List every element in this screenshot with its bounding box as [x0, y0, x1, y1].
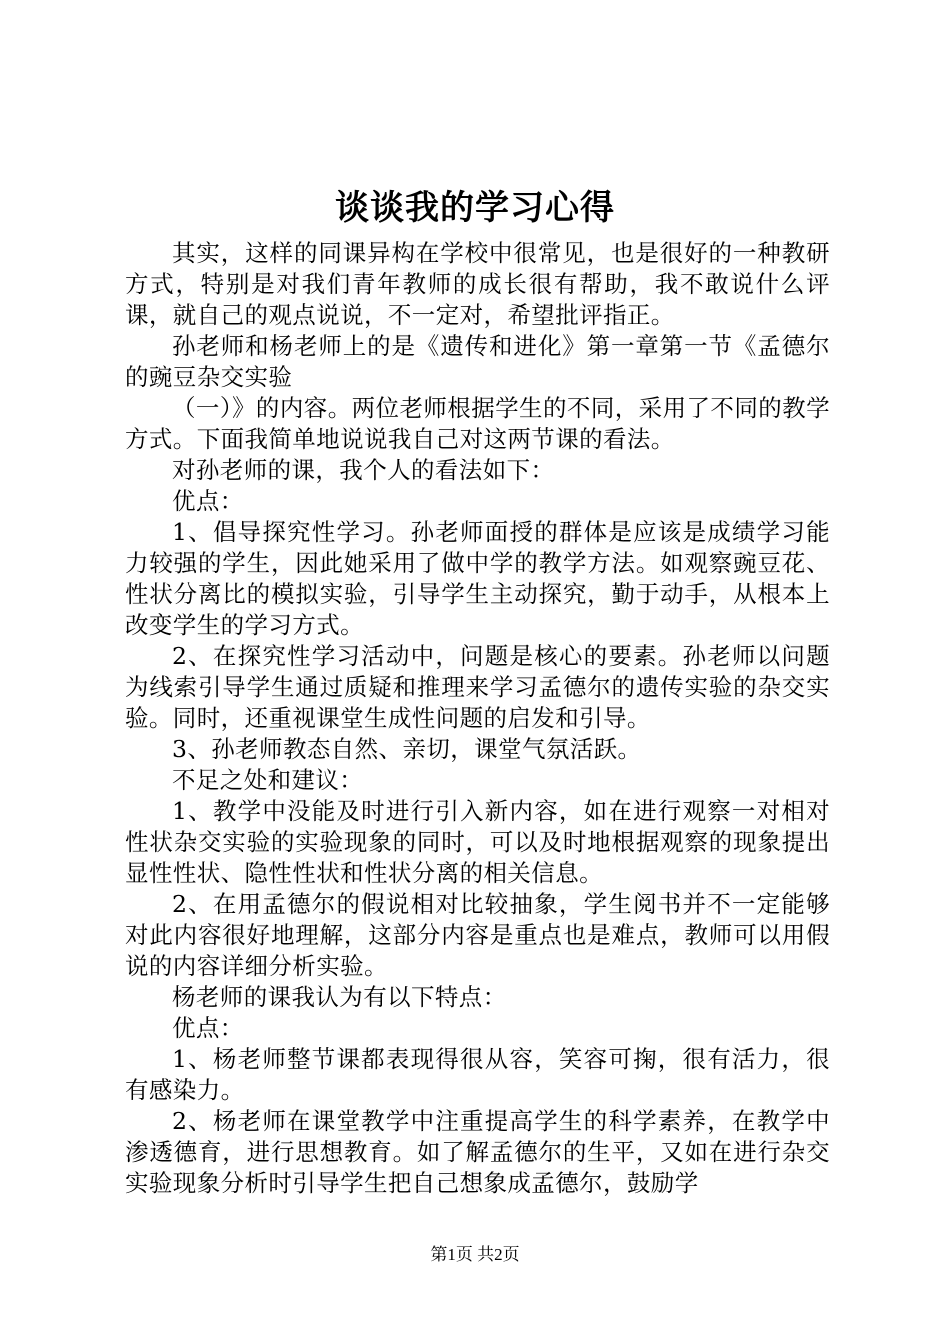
- page-number-footer: 第1页 共2页: [430, 1245, 520, 1264]
- paragraph: 其实，这样的同课异构在学校中很常见，也是很好的一种教研方式，特别是对我们青年教师的成长很有帮助，我不敢说什么评课，就自己的观点说说，不一定对，希望批评指正。: [125, 239, 830, 329]
- paragraph: 1、倡导探究性学习。孙老师面授的群体是应该是成绩学习能力较强的学生，因此她采用了做中学的教学方法。如观察豌豆花、性状分离比的模拟实验，引导学生主动探究，勤于动手，从根本上改变学生的学习方式。: [125, 518, 830, 639]
- paragraph: 1、杨老师整节课都表现得很从容，笑容可掬，很有活力，很有感染力。: [125, 1045, 830, 1104]
- paragraph: 优点：: [172, 1014, 244, 1042]
- paragraph: 对孙老师的课，我个人的看法如下：: [172, 456, 555, 484]
- paragraph: 孙老师和杨老师上的是《遗传和进化》第一章第一节《孟德尔的豌豆杂交实验: [125, 332, 830, 391]
- paragraph: 3、孙老师教态自然、亲切，课堂气氛活跃。: [172, 735, 642, 763]
- paragraph: 杨老师的课我认为有以下特点：: [172, 983, 507, 1011]
- paragraph: （一）》的内容。两位老师根据学生的不同，采用了不同的教学方式。下面我简单地说说我自己对这两节课的看法。: [125, 394, 830, 453]
- paragraph: 优点：: [172, 487, 244, 515]
- paragraph: 2、在探究性学习活动中，问题是核心的要素。孙老师以问题为线索引导学生通过质疑和推理来学习孟德尔的遗传实验的杂交实验。同时，还重视课堂生成性问题的启发和引导。: [125, 642, 830, 732]
- paragraph: 2、在用孟德尔的假说相对比较抽象，学生阅书并不一定能够对此内容很好地理解，这部分内容是重点也是难点，教师可以用假说的内容详细分析实验。: [125, 890, 830, 980]
- document-title: 谈谈我的学习心得: [335, 188, 615, 228]
- document-body: [125, 238, 830, 1199]
- paragraph: 1、教学中没能及时进行引入新内容，如在进行观察一对相对性状杂交实验的实验现象的同时，可以及时地根据观察的现象提出显性性状、隐性性状和性状分离的相关信息。: [125, 797, 830, 887]
- paragraph: 2、杨老师在课堂教学中注重提高学生的科学素养，在教学中渗透德育，进行思想教育。如了解孟德尔的生平，又如在进行杂交实验现象分析时引导学生把自己想象成孟德尔，鼓励学: [125, 1107, 830, 1197]
- paragraph: 不足之处和建议：: [172, 766, 364, 794]
